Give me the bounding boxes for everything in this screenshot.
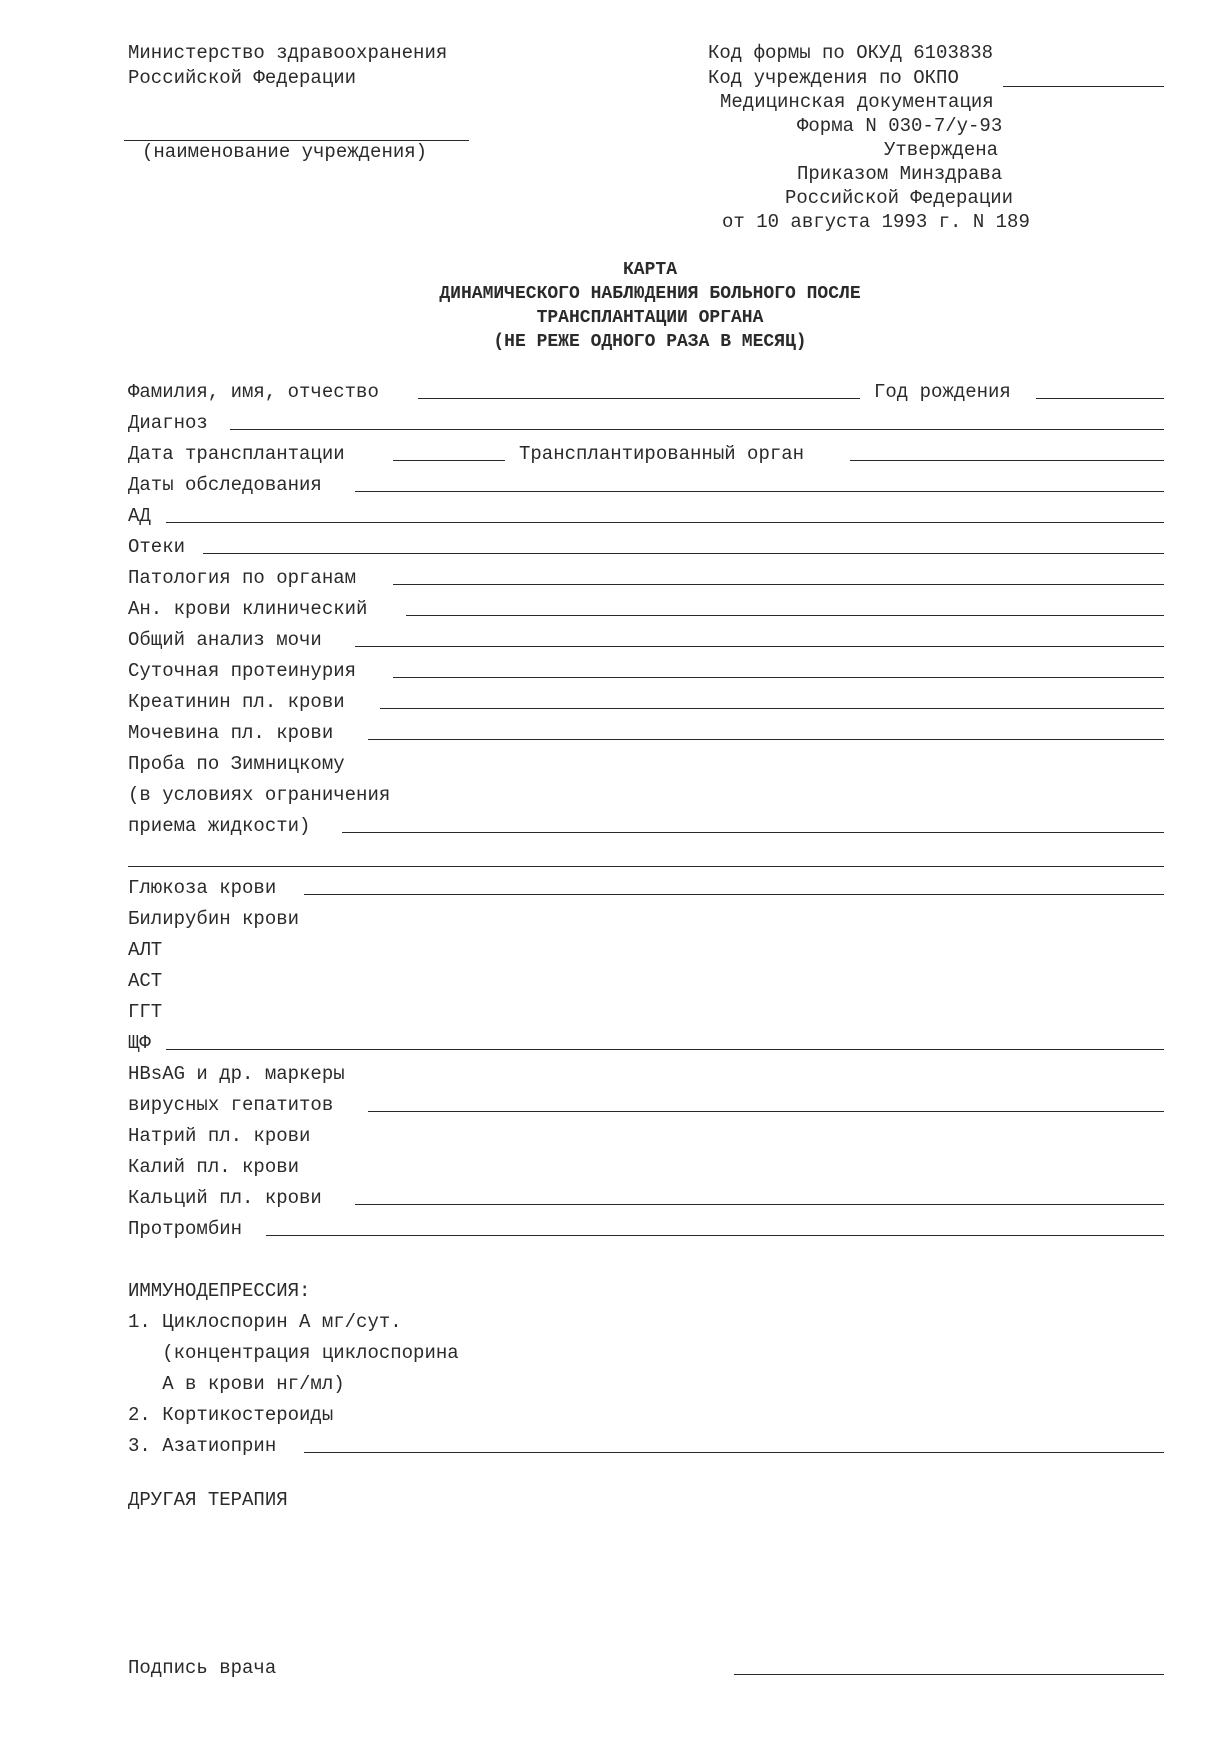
doctor-signature-line[interactable]	[734, 1674, 1164, 1675]
urea-label: Мочевина пл. крови	[128, 722, 334, 744]
blood-clinical-line[interactable]	[406, 615, 1164, 616]
title-line-1: КАРТА	[622, 260, 677, 280]
doctor-signature-label: Подпись врача	[128, 1657, 277, 1679]
exam-dates-line[interactable]	[355, 491, 1164, 492]
full-name-label: Фамилия, имя, отчество	[128, 381, 379, 403]
cyclosporine-note-1: (концентрация циклоспорина	[128, 1342, 459, 1364]
other-therapy-heading: ДРУГАЯ ТЕРАПИЯ	[128, 1489, 288, 1511]
hbsag-label-2: вирусных гепатитов	[128, 1094, 334, 1116]
alp-line[interactable]	[166, 1049, 1164, 1050]
title-line-4: (НЕ РЕЖЕ ОДНОГО РАЗА В МЕСЯЦ)	[493, 332, 807, 352]
ggt-label: ГГТ	[128, 1001, 163, 1023]
creatinine-line[interactable]	[380, 708, 1164, 709]
transplanted-organ-label: Трансплантированный орган	[519, 443, 805, 465]
ast-label: АСТ	[128, 970, 163, 992]
blood-clinical-label: Ан. крови клинический	[128, 598, 368, 620]
med-doc-label: Медицинская документация	[720, 91, 994, 113]
organ-pathology-label: Патология по органам	[128, 567, 357, 589]
zimnitsky-label-2: (в условиях ограничения	[128, 784, 391, 806]
birth-year-label: Год рождения	[874, 381, 1011, 403]
exam-dates-label: Даты обследования	[128, 474, 322, 496]
corticosteroids-label: 2. Кортикостероиды	[128, 1404, 334, 1426]
organ-pathology-line[interactable]	[393, 584, 1164, 585]
urea-line[interactable]	[368, 739, 1164, 740]
title-line-2: ДИНАМИЧЕСКОГО НАБЛЮДЕНИЯ БОЛЬНОГО ПОСЛЕ	[439, 284, 861, 304]
ad-line[interactable]	[166, 522, 1164, 523]
zimnitsky-extra-line[interactable]	[128, 866, 1164, 867]
order-line-2: Российской Федерации	[785, 187, 1014, 209]
azathioprine-line[interactable]	[304, 1452, 1164, 1453]
okpo-label: Код учреждения по ОКПО	[708, 67, 959, 89]
blood-glucose-line[interactable]	[304, 894, 1164, 895]
cyclosporine-note-2: А в крови нг/мл)	[128, 1373, 345, 1395]
order-line-1: Приказом Минздрава	[797, 163, 1003, 185]
azathioprine-label: 3. Азатиоприн	[128, 1435, 277, 1457]
calcium-label: Кальций пл. крови	[128, 1187, 322, 1209]
bilirubin-label: Билирубин крови	[128, 908, 300, 930]
full-name-line[interactable]	[418, 398, 860, 399]
potassium-label: Калий пл. крови	[128, 1156, 300, 1178]
prothrombin-label: Протромбин	[128, 1218, 243, 1240]
ministry-line-1: Министерство здравоохранения	[128, 42, 448, 64]
title-line-3: ТРАНСПЛАНТАЦИИ ОРГАНА	[536, 308, 764, 328]
immunosuppression-heading: ИММУНОДЕПРЕССИЯ:	[128, 1280, 311, 1302]
edema-label: Отеки	[128, 536, 186, 558]
transplanted-organ-line[interactable]	[850, 460, 1164, 461]
alp-label: ЩФ	[128, 1032, 151, 1054]
prothrombin-line[interactable]	[266, 1235, 1164, 1236]
urine-analysis-label: Общий анализ мочи	[128, 629, 322, 651]
zimnitsky-label-3: приема жидкости)	[128, 815, 311, 837]
proteinuria-line[interactable]	[393, 677, 1164, 678]
diagnosis-label: Диагноз	[128, 412, 208, 434]
ministry-line-2: Российской Федерации	[128, 67, 357, 89]
okpo-field[interactable]	[1003, 86, 1164, 87]
transplant-date-label: Дата трансплантации	[128, 443, 345, 465]
approved-label: Утверждена	[884, 139, 999, 161]
sodium-label: Натрий пл. крови	[128, 1125, 311, 1147]
zimnitsky-label-1: Проба по Зимницкому	[128, 753, 345, 775]
diagnosis-line[interactable]	[230, 429, 1164, 430]
zimnitsky-line[interactable]	[342, 832, 1164, 833]
ad-label: АД	[128, 505, 151, 527]
transplant-date-line[interactable]	[393, 460, 505, 461]
order-date: от 10 августа 1993 г. N 189	[722, 211, 1030, 233]
proteinuria-label: Суточная протеинурия	[128, 660, 357, 682]
hbsag-line[interactable]	[368, 1111, 1164, 1112]
hbsag-label-1: HBsAG и др. маркеры	[128, 1063, 345, 1085]
birth-year-line[interactable]	[1036, 398, 1164, 399]
edema-line[interactable]	[203, 553, 1164, 554]
institution-name-caption: (наименование учреждения)	[142, 141, 428, 163]
alt-label: АЛТ	[128, 939, 163, 961]
blood-glucose-label: Глюкоза крови	[128, 877, 277, 899]
calcium-line[interactable]	[355, 1204, 1164, 1205]
creatinine-label: Креатинин пл. крови	[128, 691, 345, 713]
form-number: Форма N 030-7/у-93	[797, 115, 1003, 137]
urine-analysis-line[interactable]	[355, 646, 1164, 647]
okud-code: Код формы по ОКУД 6103838	[708, 42, 994, 64]
cyclosporine-label: 1. Циклоспорин А мг/сут.	[128, 1311, 402, 1333]
